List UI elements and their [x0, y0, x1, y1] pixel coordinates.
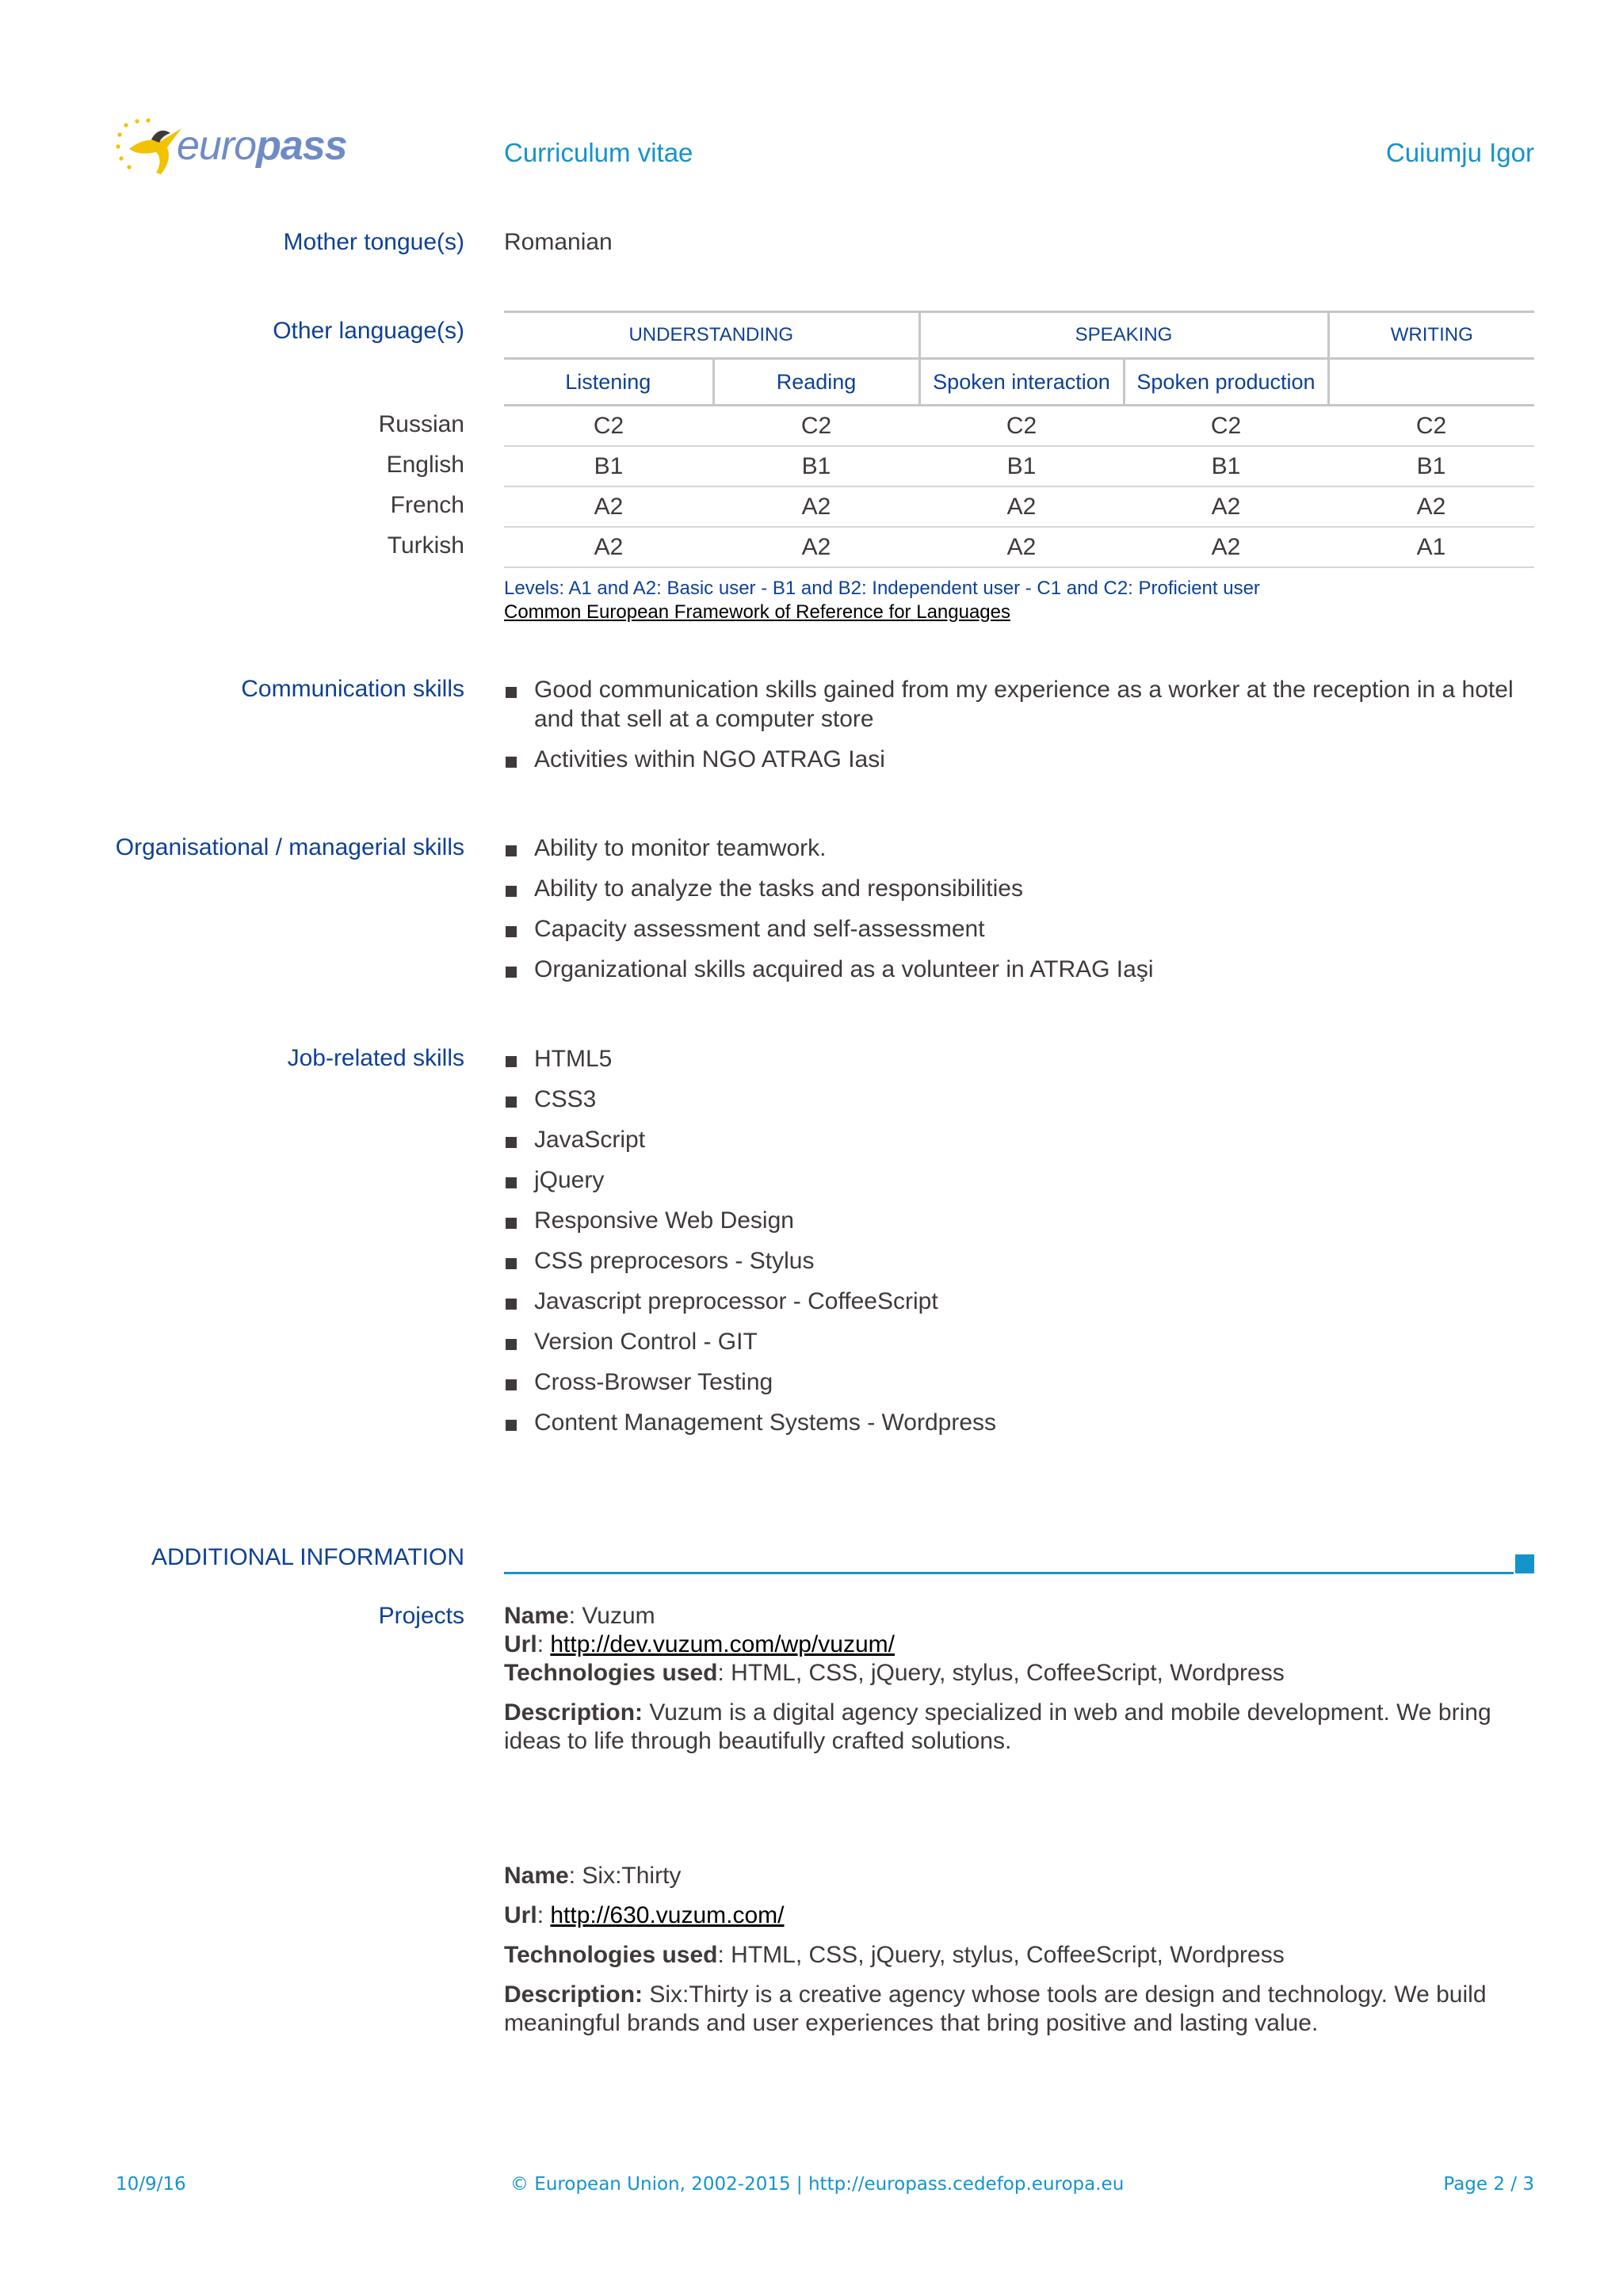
- project-entry: [504, 1862, 1534, 2038]
- bullet-square-icon: [506, 926, 517, 937]
- document-title: Curriculum vitae: [504, 138, 693, 167]
- level-cell: B1: [1328, 446, 1534, 486]
- level-cell: A2: [1124, 527, 1328, 567]
- level-cell: C2: [713, 406, 919, 447]
- project-entry: [504, 1602, 1534, 1756]
- list-item: Ability to monitor teamwork.: [504, 833, 1534, 863]
- level-cell: A1: [1328, 527, 1534, 567]
- bullet-square-icon: [506, 687, 517, 698]
- bullet-square-icon: [506, 1097, 517, 1108]
- level-cell: A2: [1124, 486, 1328, 527]
- list-item: Ability to analyze the tasks and responsibilities: [504, 874, 1534, 903]
- bullet-square-icon: [506, 757, 517, 768]
- language-name: English: [386, 452, 464, 478]
- list-item: Content Management Systems - Wordpress: [504, 1408, 1534, 1437]
- language-name: Turkish: [387, 532, 464, 559]
- list-item: JavaScript: [504, 1125, 1534, 1154]
- list-item: Organizational skills acquired as a volunteer in ATRAG Iaşi: [504, 955, 1534, 984]
- person-name: Cuiumju Igor: [1385, 138, 1534, 167]
- language-name: French: [390, 492, 464, 518]
- level-cell: A2: [713, 527, 919, 567]
- europass-star-figure-icon: [115, 117, 186, 181]
- list-item: jQuery: [504, 1165, 1534, 1195]
- bullet-square-icon: [506, 967, 517, 978]
- level-cell: A2: [713, 486, 919, 527]
- bullet-square-icon: [506, 845, 517, 856]
- level-cell: B1: [713, 446, 919, 486]
- project-name: Name: Six:Thirty: [504, 1863, 682, 1889]
- job-related-skills-list: [504, 1044, 1534, 1448]
- table-row: [504, 527, 1534, 567]
- bullet-square-icon: [506, 1177, 517, 1188]
- level-cell: B1: [504, 446, 713, 486]
- bullet-square-icon: [506, 886, 517, 897]
- level-cell: A2: [919, 486, 1124, 527]
- group-understanding: UNDERSTANDING: [504, 312, 919, 359]
- table-row: [504, 446, 1534, 486]
- level-cell: B1: [919, 446, 1124, 486]
- europass-wordmark: europass: [177, 123, 347, 169]
- list-item: Good communication skills gained from my experience as a worker at the reception in a hotel and that sell at a computer store: [504, 675, 1534, 734]
- project-description: Description: Vuzum is a digital agency specialized in web and mobile development. We bring ideas to life through beautifully crafted solutions.: [504, 1699, 1491, 1754]
- footer-copyright: © European Union, 2002-2015 | http://europass.cedefop.europa.eu: [510, 2174, 1125, 2195]
- subheader-reading: Reading: [713, 359, 919, 406]
- subheader-writing: [1328, 359, 1534, 406]
- projects-label: Projects: [378, 1603, 464, 1629]
- level-cell: A2: [919, 527, 1124, 567]
- list-item: Activities within NGO ATRAG Iasi: [504, 745, 1534, 774]
- project-technologies: Technologies used: HTML, CSS, jQuery, stylus, CoffeeScript, Wordpress: [504, 1942, 1285, 1968]
- bullet-square-icon: [506, 1137, 517, 1148]
- project-url-link[interactable]: http://dev.vuzum.com/wp/vuzum/: [550, 1631, 895, 1657]
- group-speaking: SPEAKING: [919, 312, 1328, 359]
- bullet-square-icon: [506, 1258, 517, 1269]
- cefr-link[interactable]: Common European Framework of Reference for Languages: [504, 601, 1010, 623]
- list-item: CSS3: [504, 1085, 1534, 1114]
- bullet-square-icon: [506, 1299, 517, 1310]
- list-item: Responsive Web Design: [504, 1206, 1534, 1235]
- list-item: Version Control - GIT: [504, 1327, 1534, 1356]
- additional-information-heading: ADDITIONAL INFORMATION: [151, 1544, 464, 1570]
- level-cell: C2: [1124, 406, 1328, 447]
- table-row: [504, 486, 1534, 527]
- list-item: Cross-Browser Testing: [504, 1367, 1534, 1397]
- table-row: [504, 406, 1534, 447]
- list-item: Javascript preprocessor - CoffeeScript: [504, 1287, 1534, 1316]
- level-cell: A2: [504, 527, 713, 567]
- project-url: Url: http://dev.vuzum.com/wp/vuzum/: [504, 1631, 895, 1657]
- project-name: Name: Vuzum: [504, 1603, 655, 1629]
- communication-skills-label: Communication skills: [241, 676, 464, 702]
- europass-logo: [115, 117, 345, 181]
- list-item: CSS preprocesors - Stylus: [504, 1246, 1534, 1276]
- bullet-square-icon: [506, 1379, 517, 1390]
- levels-note: Levels: A1 and A2: Basic user - B1 and B2: Independent user - C1 and C2: Proficient user: [504, 578, 1260, 599]
- level-cell: A2: [504, 486, 713, 527]
- mother-tongue-label: Mother tongue(s): [283, 229, 464, 255]
- subheader-spoken-production: Spoken production: [1124, 359, 1328, 406]
- table-group-header-row: [504, 312, 1534, 359]
- subheader-listening: Listening: [504, 359, 713, 406]
- level-cell: A2: [1328, 486, 1534, 527]
- table-subheader-row: [504, 359, 1534, 406]
- project-technologies: Technologies used: HTML, CSS, jQuery, stylus, CoffeeScript, Wordpress: [504, 1660, 1285, 1686]
- mother-tongue-value: Romanian: [504, 229, 613, 255]
- footer-date: 10/9/16: [116, 2174, 186, 2195]
- project-description: Description: Six:Thirty is a creative agency whose tools are design and technology. We build meaningful brands and user experiences that bring positive and lasting value.: [504, 1981, 1487, 2036]
- organisational-skills-label: Organisational / managerial skills: [115, 834, 464, 860]
- bullet-square-icon: [506, 1339, 517, 1350]
- subheader-spoken-interaction: Spoken interaction: [919, 359, 1124, 406]
- communication-skills-list: [504, 675, 1534, 785]
- level-cell: C2: [1328, 406, 1534, 447]
- section-marker-square-icon: [1515, 1554, 1534, 1573]
- job-related-skills-label: Job-related skills: [287, 1045, 464, 1071]
- organisational-skills-list: [504, 833, 1534, 995]
- language-skills-table: [504, 311, 1534, 568]
- language-name: Russian: [378, 411, 464, 437]
- level-cell: C2: [504, 406, 713, 447]
- project-url: Url: http://630.vuzum.com/: [504, 1902, 785, 1928]
- project-url-link[interactable]: http://630.vuzum.com/: [550, 1902, 785, 1928]
- bullet-square-icon: [506, 1420, 517, 1431]
- other-languages-label: Other language(s): [273, 318, 464, 344]
- group-writing: WRITING: [1328, 312, 1534, 359]
- section-divider: [504, 1572, 1514, 1574]
- list-item: HTML5: [504, 1044, 1534, 1074]
- list-item: Capacity assessment and self-assessment: [504, 914, 1534, 944]
- bullet-square-icon: [506, 1056, 517, 1067]
- level-cell: C2: [919, 406, 1124, 447]
- level-cell: B1: [1124, 446, 1328, 486]
- footer-page-number: Page 2 / 3: [1443, 2174, 1534, 2195]
- bullet-square-icon: [506, 1218, 517, 1229]
